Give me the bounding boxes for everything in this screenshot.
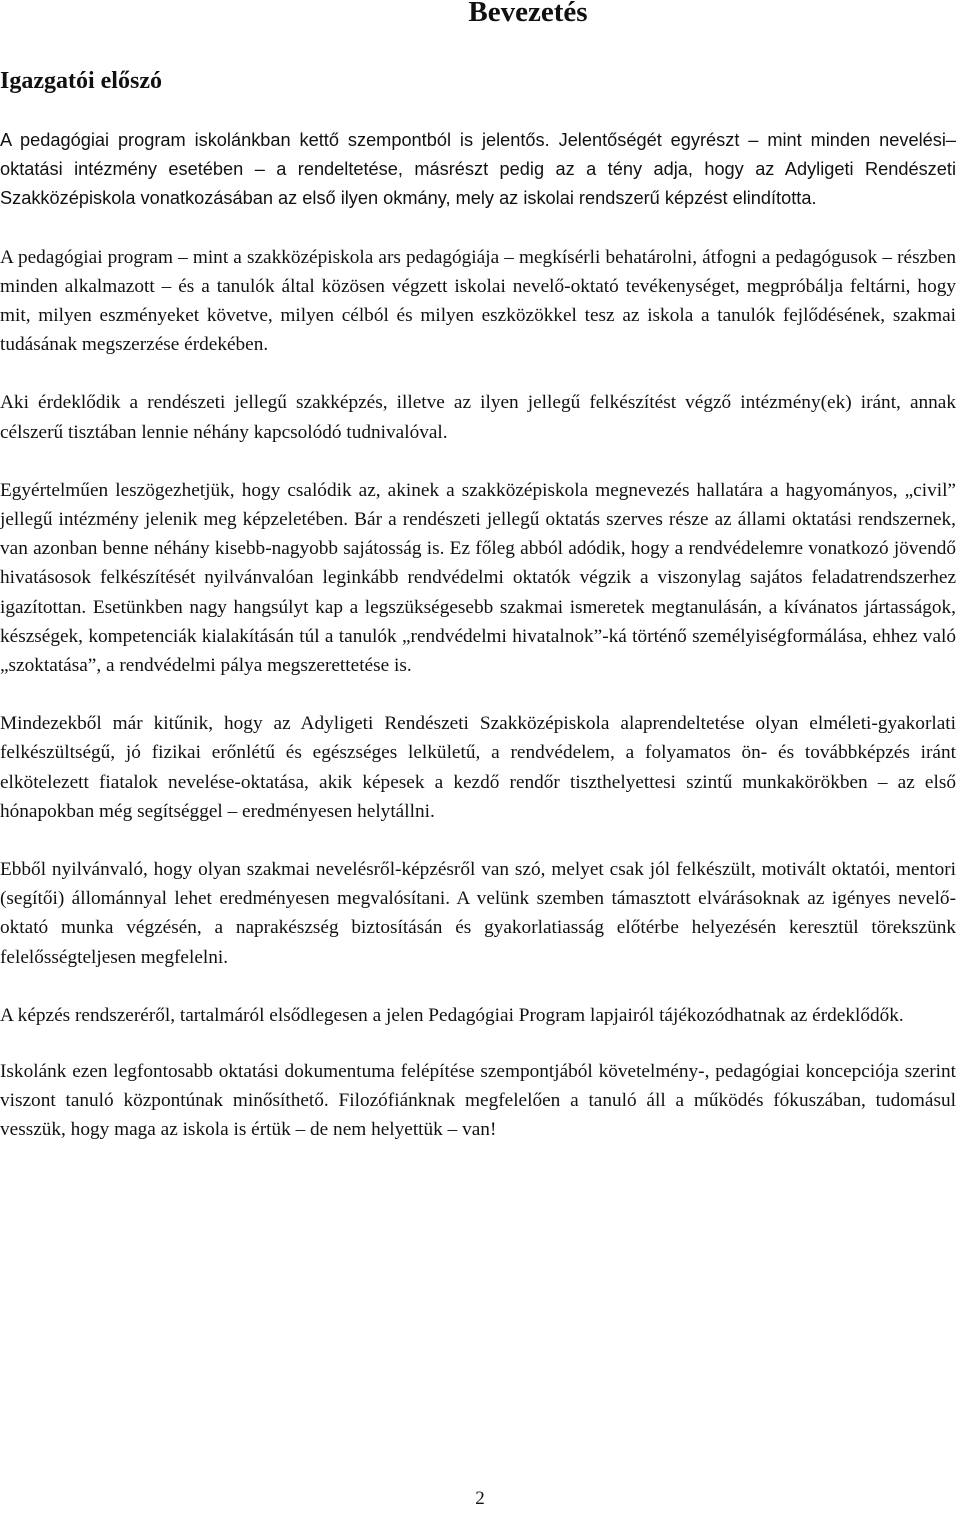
paragraph-staff-expectations: Ebből nyilvánvaló, hogy olyan szakmai nevelésről-képzésről van szó, melyet csak jól felkészült, motivált oktatói, mentori (segítői) állománnyal lehet eredményesen megvalósítani. A velünk szemben támasztott elvárásoknak az igényes nevelő-oktató munka végzésén, a naprakészség biztosításán és gyakorlatiasság előtérbe helyezésén keresztül törekszünk felelősségteljesen megfelelni. — [0, 859, 956, 968]
section-title: Igazgatói előszó — [0, 68, 162, 94]
paragraph-training-info: A képzés rendszeréről, tartalmáról elsődlegesen a jelen Pedagógiai Program lapjairól tájékozódhatnak az érdeklődők. — [0, 1004, 904, 1026]
document-body — [0, 126, 956, 1174]
paragraph-specialities: Egyértelműen leszögezhetjük, hogy csalódik az, akinek a szakközépiskola megnevezés hallatára a hagyományos, „civil” jellegű intézmény jelenik meg képzeletében. Bár a rendészeti jellegű oktatás szerves része az állami oktatási rendszernek, van azonban benne néhány kisebb-nagyobb sajátosság is. Ez főleg abból adódik, hogy a rendvédelemre vonatkozó jövendő hivatásosok felkészítését nyilvánvalóan leginkább rendvédelmi oktatók végzik a viszonylag sajátos feladatrendszerhez igazítottan. Esetünkben nagy hangsúlyt kap a legszükségesebb szakmai ismeretek megtanulásán, a kívánatos jártasságok, készségek, kompetenciák kialakításán túl a tanulók „rendvédelmi hivatalnok”-ká történő személyiségformálása, ehhez való „szoktatása”, a rendvédelmi pálya megszerettetése is. — [0, 479, 956, 677]
paragraph-student-focus: Iskolánk ezen legfontosabb oktatási dokumentuma felépítése szempontjából követelmény-, pedagógiai koncepciója szerint viszont tanuló központúnak minősíthető. Filozófiánknak megfelelően a tanuló áll a működés fókuszában, tudomásul vesszük, hogy maga az iskola is értük – de nem helyettük – van! — [0, 1061, 956, 1141]
paragraph-school-mission: Mindezekből már kitűnik, hogy az Adyligeti Rendészeti Szakközépiskola alaprendeltetése olyan elméleti-gyakorlati felkészültségű, jó fizikai erőnlétű és egészséges lelkületű, a rendvédelem, a folyamatos ön- és továbbképzés iránt elkötelezett fiatalok nevelése-oktatása, akik képesek a kezdő rendőr tiszthelyettesi szintű munkakörökben – az első hónapokban még segítséggel – eredményesen helytállni. — [0, 713, 956, 822]
paragraph-intro: A pedagógiai program iskolánkban kettő szempontból is jelentős. Jelentőségét egyrészt – mint minden nevelési– oktatási intézmény esetében – a rendeltetése, másrészt pedig az a tény adja, hogy az Adyligeti Rendészeti Szakközépiskola vonatkozásában az első ilyen okmány, mely az iskolai rendszerű képzést elindította. — [0, 130, 956, 209]
paragraph-interested-readers: Aki érdeklődik a rendészeti jellegű szakképzés, illetve az ilyen jellegű felkészítést végző intézmény(ek) iránt, annak célszerű tisztában lennie néhány kapcsolódó tudnivalóval. — [0, 392, 956, 443]
paragraph-program-purpose: A pedagógiai program – mint a szakközépiskola ars pedagógiája – megkísérli behatárolni, átfogni a pedagógusok – részben minden alkalmazott – és a tanulók által közösen végzett iskolai nevelő-oktató tevékenységet, megpróbálja feltárni, hogy mit, milyen eszményeket követve, milyen célból és milyen eszközökkel tesz az iskola a tanulók fejlődésének, szakmai tudásának megszerzése érdekében. — [0, 246, 956, 356]
chapter-title: Bevezetés — [468, 0, 588, 28]
page-number: 2 — [475, 1488, 485, 1509]
